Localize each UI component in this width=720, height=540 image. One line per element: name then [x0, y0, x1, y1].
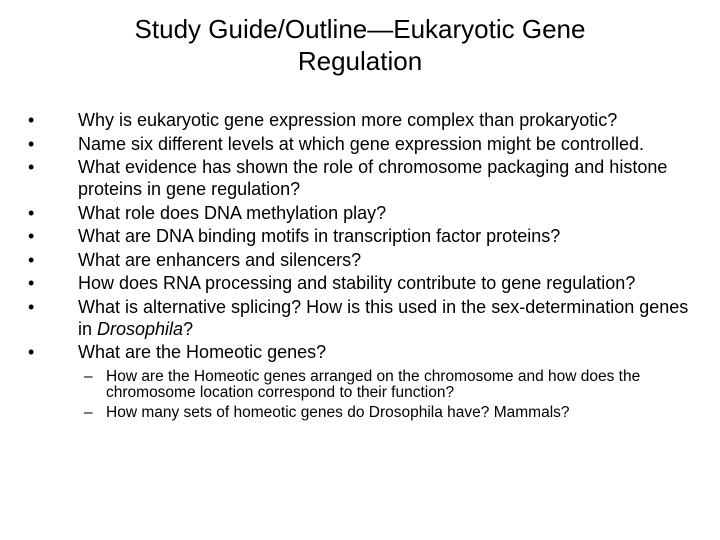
species-name: Drosophila	[97, 318, 184, 339]
sub-bullet-text: How many sets of homeotic genes do Drosophila have? Mammals?	[106, 404, 570, 421]
bullet-item	[28, 133, 698, 155]
bullet-text: What is alternative splicing? How is this used in the sex-determination genes in	[78, 296, 689, 339]
title-line-2: Regulation	[297, 46, 423, 76]
bullet-item	[28, 225, 698, 247]
bullet-text: Name six different levels at which gene expression might be controlled.	[78, 133, 644, 154]
sub-bullet-item	[78, 405, 698, 421]
bullet-text: What are the Homeotic genes?	[78, 342, 327, 362]
title-line-1: Study Guide/Outline—Eukaryotic Gene	[134, 14, 586, 44]
sub-bullet-text: How are the Homeotic genes arranged on the chromosome and how does the chromosome location correspond to their function?	[106, 368, 641, 401]
sub-bullet-list	[78, 369, 698, 421]
bullet-item	[28, 109, 698, 131]
slide-title	[60, 13, 660, 77]
bullet-item	[28, 272, 698, 294]
bullet-list	[28, 109, 698, 425]
bullet-text: What are DNA binding motifs in transcription factor proteins?	[78, 226, 561, 246]
bullet-text: What evidence has shown the role of chromosome packaging and histone proteins in gene regulation?	[78, 157, 668, 199]
bullet-item	[28, 249, 698, 271]
sub-bullet-item	[78, 369, 698, 401]
bullet-item	[28, 156, 698, 200]
bullet-text-end: ?	[183, 318, 194, 339]
bullet-text: Why is eukaryotic gene expression more complex than prokaryotic?	[78, 110, 618, 130]
bullet-text: How does RNA processing and stability contribute to gene regulation?	[78, 273, 636, 293]
bullet-item	[28, 202, 698, 224]
bullet-item	[28, 341, 698, 421]
bullet-text: What are enhancers and silencers?	[78, 249, 362, 270]
bullet-item	[28, 296, 698, 340]
bullet-text: What role does DNA methylation play?	[78, 202, 387, 223]
